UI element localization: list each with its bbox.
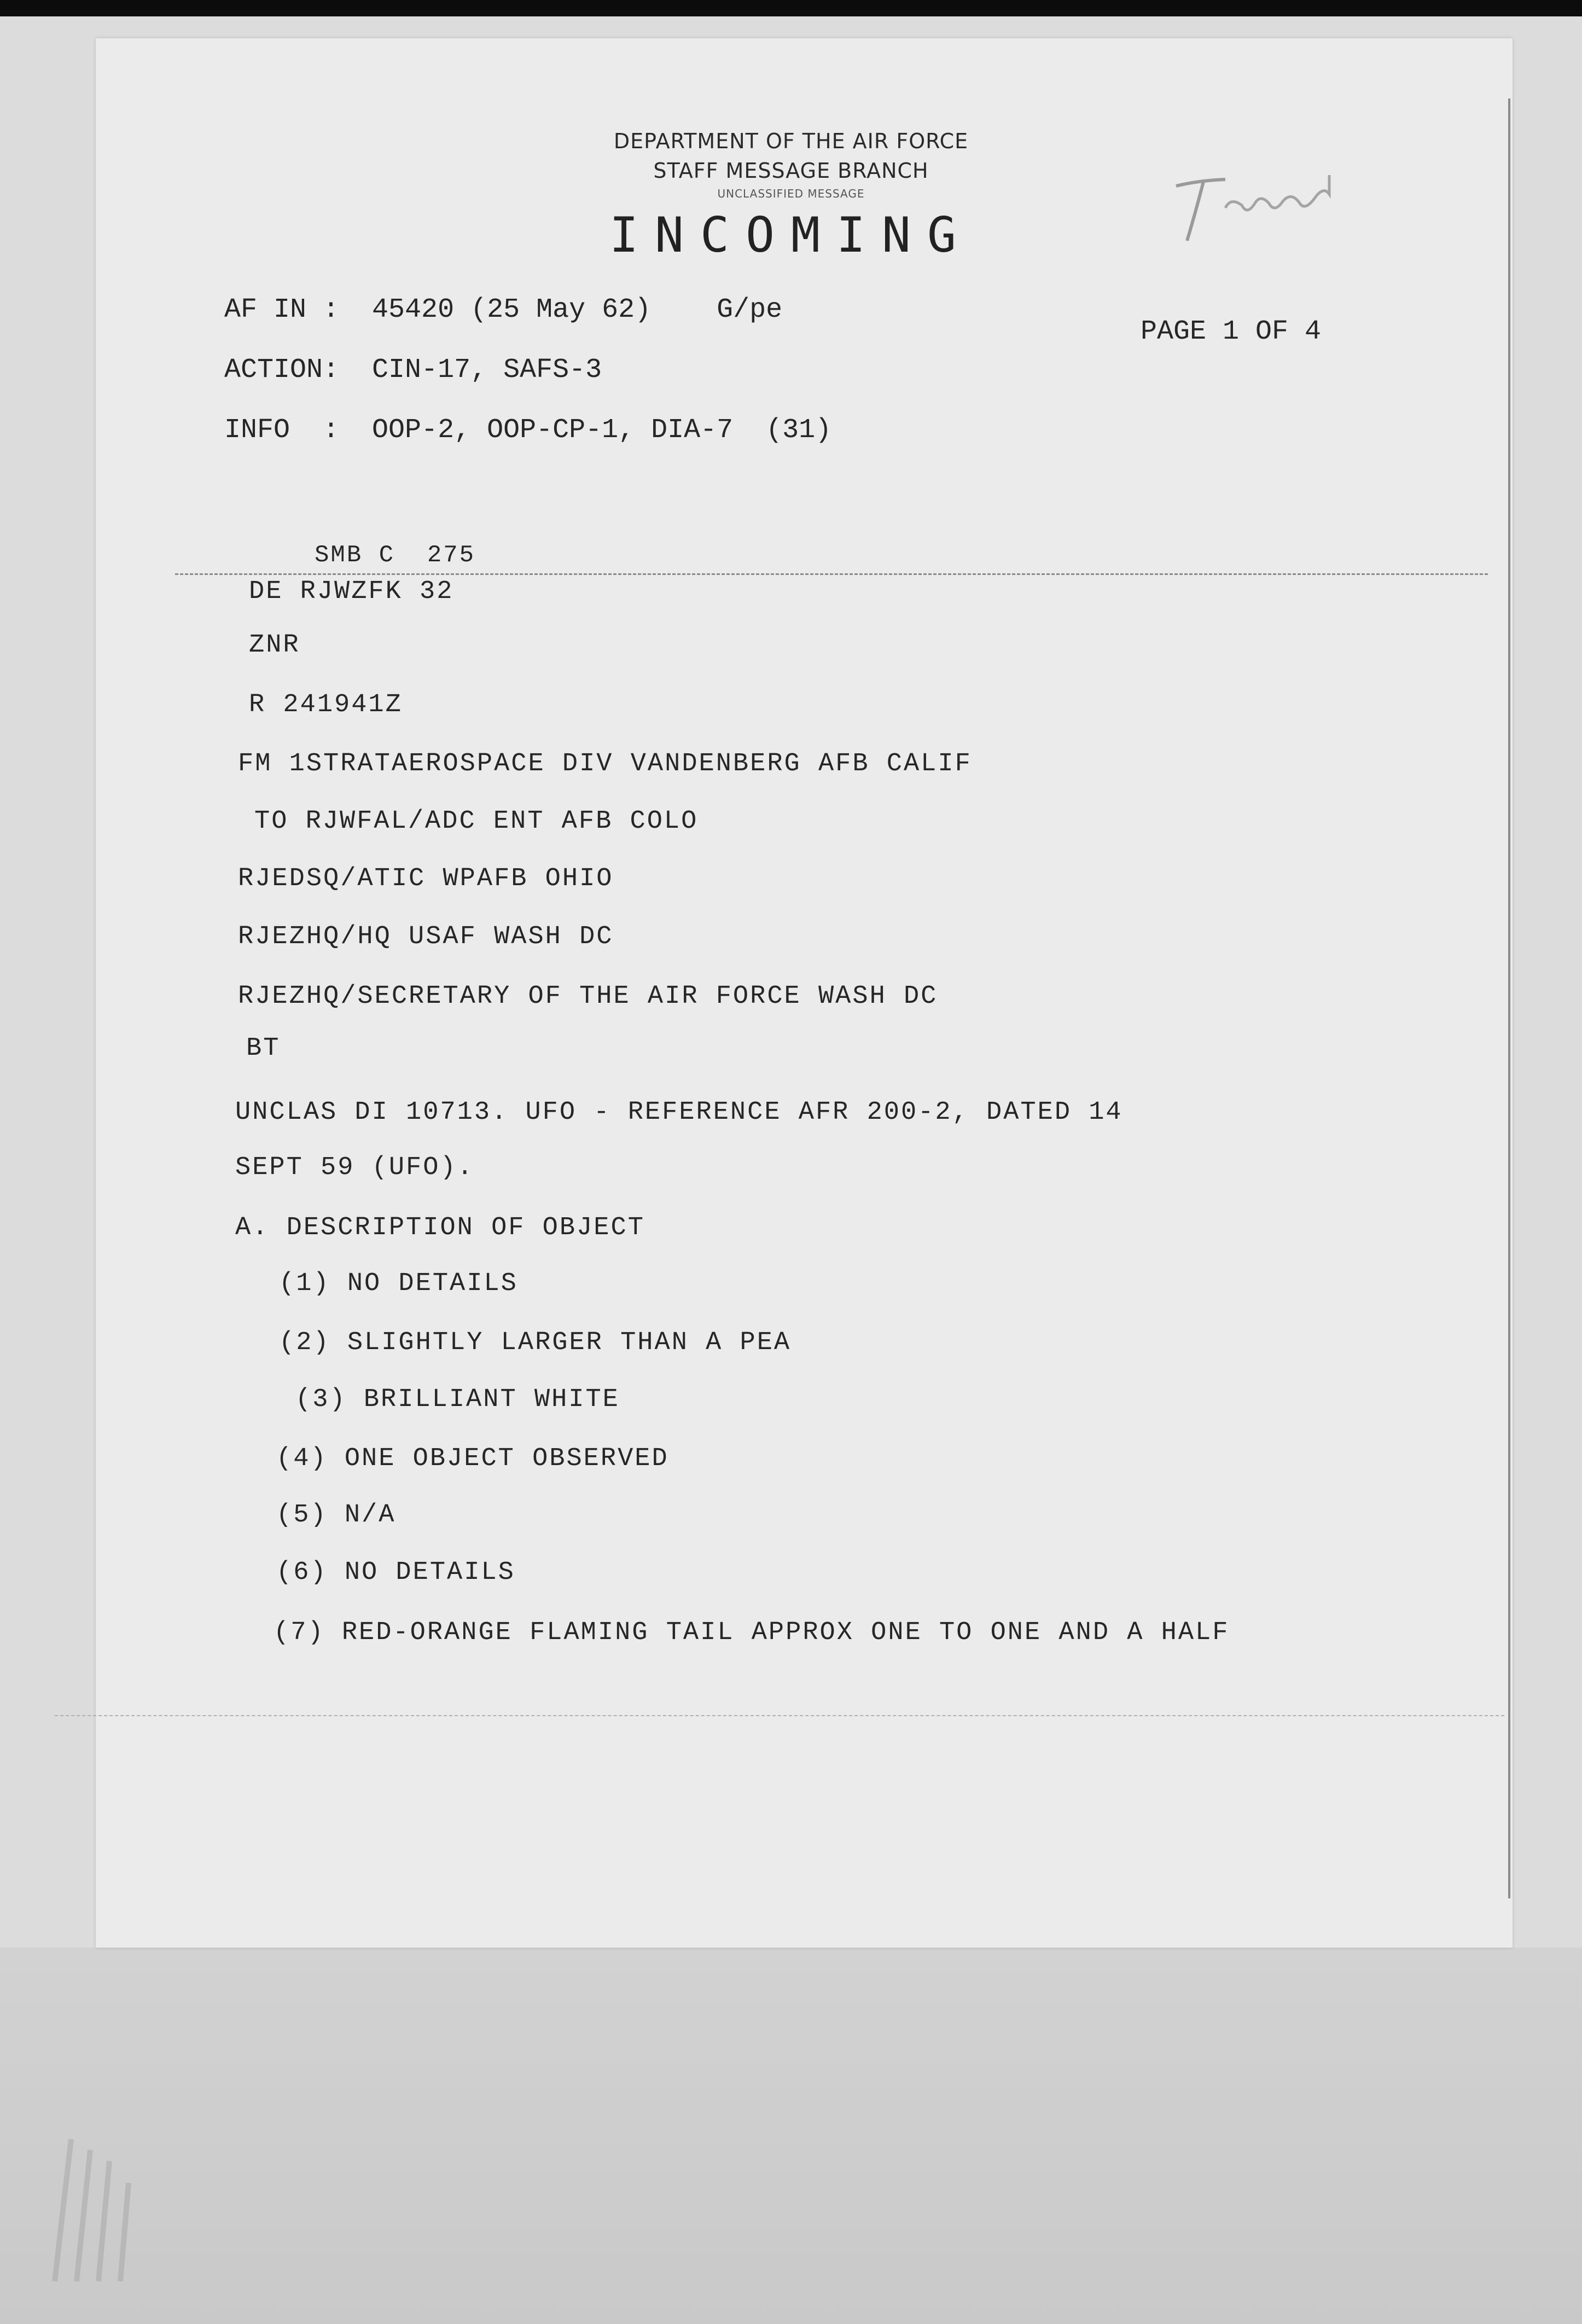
message-line: (6) NO DETAILS (276, 1558, 515, 1587)
message-line: (3) BRILLIANT WHITE (295, 1385, 620, 1414)
message-line: (2) SLIGHTLY LARGER THAN A PEA (279, 1328, 792, 1357)
message-line: RJEDSQ/ATIC WPAFB OHIO (238, 864, 614, 893)
department-heading: DEPARTMENT OF THE AIR FORCE (613, 129, 969, 153)
message-line: ZNR (249, 631, 300, 660)
message-line: RJEZHQ/SECRETARY OF THE AIR FORCE WASH DC (238, 982, 938, 1011)
message-line: A. DESCRIPTION OF OBJECT (235, 1213, 645, 1242)
message-line: BT (246, 1034, 281, 1063)
smb-number: SMB C 275 (315, 542, 476, 569)
branch-heading: STAFF MESSAGE BRANCH (653, 159, 929, 183)
message-line: DE RJWZFK 32 (249, 577, 454, 606)
handwritten-note (1165, 164, 1384, 252)
af-in-line: AF IN : 45420 (25 May 62) G/pe (224, 294, 783, 326)
message-line: (5) N/A (276, 1501, 396, 1530)
message-line: R 241941Z (249, 690, 403, 719)
incoming-title: INCOMING (609, 207, 973, 263)
message-line: RJEZHQ/HQ USAF WASH DC (238, 922, 614, 951)
divider-line (175, 573, 1488, 575)
page-edge-line (1508, 98, 1510, 1898)
message-line: (1) NO DETAILS (279, 1269, 518, 1298)
info-line: INFO : OOP-2, OOP-CP-1, DIA-7 (31) (224, 415, 832, 446)
film-smudge (38, 2117, 148, 2292)
message-line: (7) RED-ORANGE FLAMING TAIL APPROX ONE TO ONE AND A HALF (274, 1618, 1230, 1647)
message-line: UNCLAS DI 10713. UFO - REFERENCE AFR 200-2, DATED 14 (235, 1098, 1123, 1127)
message-line: (4) ONE OBJECT OBSERVED (276, 1444, 669, 1473)
action-line: ACTION: CIN-17, SAFS-3 (224, 355, 602, 386)
message-line: FM 1STRATAEROSPACE DIV VANDENBERG AFB CALIF (238, 750, 972, 778)
message-line: SEPT 59 (UFO). (235, 1153, 474, 1182)
fold-line (55, 1715, 1504, 1716)
film-margin (0, 1948, 1582, 2324)
page-indicator: PAGE 1 OF 4 (1141, 316, 1322, 347)
message-line: TO RJWFAL/ADC ENT AFB COLO (254, 807, 699, 836)
classification-heading: UNCLASSIFIED MESSAGE (717, 187, 865, 200)
